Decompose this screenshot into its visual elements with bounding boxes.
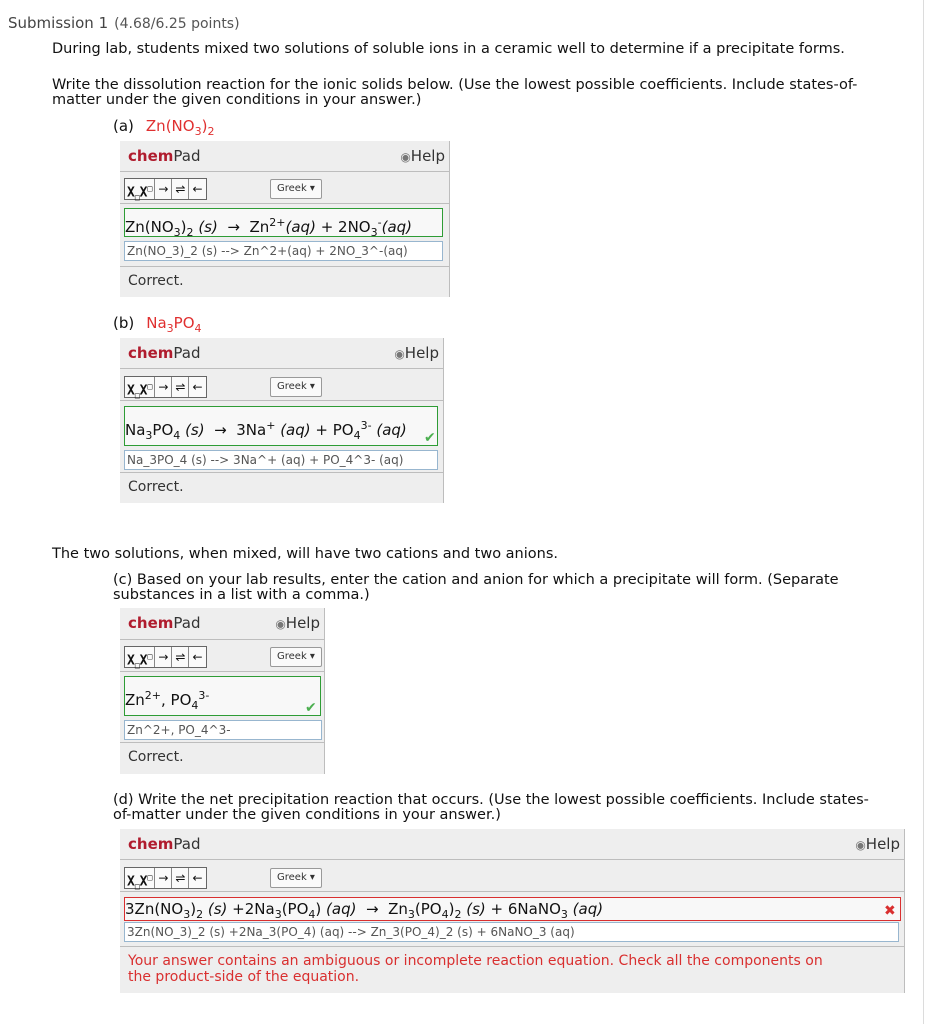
part-a-letter: (a) <box>113 117 134 135</box>
divider <box>120 859 904 860</box>
incorrect-x-icon: ✖ <box>884 903 896 919</box>
chempad-pad-word: Pad <box>173 835 201 853</box>
instructions-line-1: Write the dissolution reaction for the ionic solids below. (Use the lowest possible coefficients. Include states-of- <box>52 77 858 93</box>
help-button[interactable] <box>394 344 439 362</box>
chempad-pad-word: Pad <box>173 147 201 165</box>
divider <box>120 266 449 267</box>
submission-header <box>8 14 240 32</box>
help-icon: ◉ <box>855 838 866 852</box>
part-b-label <box>113 314 202 335</box>
correct-check-icon: ✔ <box>305 700 317 716</box>
arrow-button[interactable]: → <box>155 647 172 667</box>
help-label: Help <box>285 614 320 632</box>
chempad-brand: chem <box>128 147 174 165</box>
chempad-toolbar <box>124 376 207 398</box>
greek-dropdown[interactable]: Greek ▾ <box>270 179 322 199</box>
equation-display-c: $Zn^{2+}$, $PO_4^{3-}$ <box>124 676 321 716</box>
chempad-b-title <box>128 344 200 362</box>
chempad-toolbar <box>124 867 207 889</box>
arrow-button[interactable]: → <box>155 377 172 397</box>
status-correct-c: Correct. <box>128 749 184 765</box>
status-correct-b: Correct. <box>128 479 184 495</box>
chempad-brand: chem <box>128 835 174 853</box>
help-button[interactable] <box>400 147 445 165</box>
divider <box>120 368 443 369</box>
part-c-line-2: substances in a list with a comma.) <box>113 587 370 603</box>
chempad-toolbar <box>124 646 207 668</box>
equation-display-d: $3Zn(NO_3)_2$ $(s) +2Na_3(PO_4) (aq) \to Zn_3(PO_4)_2$ (s) + 6NaNO$_3$ (aq) <box>124 897 901 921</box>
help-button[interactable] <box>275 614 320 632</box>
equilibrium-button[interactable]: ⇌ <box>172 377 189 397</box>
divider <box>120 891 904 892</box>
greek-dropdown[interactable]: Greek ▾ <box>270 647 322 667</box>
back-arrow-button[interactable]: ← <box>192 871 203 885</box>
chempad-a <box>120 141 450 297</box>
submission-title: Submission 1 <box>8 14 109 32</box>
back-arrow-button[interactable]: ← <box>192 650 203 664</box>
answer-input-b[interactable]: Na_3PO_4 (s) --> 3Na^+ (aq) + PO_4^3- (aq) <box>124 450 438 470</box>
part-a-formula: $Zn(NO_3)_2$ <box>145 117 215 138</box>
intro-text: During lab, students mixed two solutions of soluble ions in a ceramic well to determine if a precipitate forms. <box>52 41 845 57</box>
divider <box>120 171 449 172</box>
help-icon: ◉ <box>275 617 286 631</box>
divider <box>120 946 904 947</box>
answer-input-d[interactable]: 3Zn(NO_3)_2 (s) +2Na_3(PO_4) (aq) --> Zn_3(PO_4)_2 (s) + 6NaNO_3 (aq) <box>124 922 899 942</box>
chempad-d <box>120 829 905 993</box>
answer-input-c[interactable]: Zn^2+, PO_4^3- <box>124 720 322 740</box>
part-d-line-1: (d) Write the net precipitation reaction that occurs. (Use the lowest possible coefficients. Include states- <box>113 792 869 808</box>
part-c-line-1: (c) Based on your lab results, enter the cation and anion for which a precipitate will form. (Separate <box>113 572 839 588</box>
equation-display-a: $Zn(NO_3)_2$ $(s) \to Zn^{2+}(aq) + 2NO_3^-(aq)$ <box>124 208 443 237</box>
instructions-line-2: matter under the given conditions in your answer.) <box>52 92 422 108</box>
status-correct-a: Correct. <box>128 273 184 289</box>
part-d-line-2: of-matter under the given conditions in your answer.) <box>113 807 501 823</box>
chempad-c-title <box>128 614 200 632</box>
equilibrium-button[interactable]: ⇌ <box>172 647 189 667</box>
chempad-brand: chem <box>128 614 174 632</box>
help-icon: ◉ <box>394 347 405 361</box>
subscript-superscript-button[interactable]: $X_□X^□$ <box>125 647 155 667</box>
chempad-brand: chem <box>128 344 174 362</box>
subscript-superscript-button[interactable]: $X_□X^□$ <box>125 868 155 888</box>
chempad-toolbar <box>124 178 207 200</box>
help-icon: ◉ <box>400 150 411 164</box>
equilibrium-button[interactable]: ⇌ <box>172 868 189 888</box>
chempad-b <box>120 338 444 503</box>
divider <box>120 742 324 743</box>
subscript-superscript-button[interactable]: $X_□X^□$ <box>125 377 155 397</box>
help-label: Help <box>410 147 445 165</box>
help-button[interactable] <box>855 835 900 853</box>
chempad-c <box>120 608 325 774</box>
divider <box>120 472 443 473</box>
submission-points: (4.68/6.25 points) <box>114 16 240 32</box>
subscript-superscript-button[interactable]: $X_□X^□$ <box>125 179 155 199</box>
divider <box>120 203 449 204</box>
back-arrow-button[interactable]: ← <box>192 380 203 394</box>
divider <box>120 639 324 640</box>
error-message-line-1: Your answer contains an ambiguous or incomplete reaction equation. Check all the components on <box>128 953 823 969</box>
correct-check-icon: ✔ <box>424 430 436 446</box>
equilibrium-button[interactable]: ⇌ <box>172 179 189 199</box>
part-b-formula: $Na_3PO_4$ <box>146 314 202 335</box>
answer-input-a[interactable]: Zn(NO_3)_2 (s) --> Zn^2+(aq) + 2NO_3^-(aq) <box>124 241 443 261</box>
chempad-pad-word: Pad <box>173 344 201 362</box>
equation-display-b: $Na_3PO_4$ (s) → 3Na+ $(aq) + PO_4^{3-}$ (aq) <box>124 406 438 446</box>
back-arrow-button[interactable]: ← <box>192 182 203 196</box>
chempad-a-title <box>128 147 200 165</box>
greek-dropdown[interactable]: Greek ▾ <box>270 868 322 888</box>
help-label: Help <box>865 835 900 853</box>
page-right-border <box>923 0 924 1024</box>
arrow-button[interactable]: → <box>155 179 172 199</box>
divider <box>120 671 324 672</box>
mix-text: The two solutions, when mixed, will have two cations and two anions. <box>52 546 558 562</box>
arrow-button[interactable]: → <box>155 868 172 888</box>
part-a-label <box>113 117 214 138</box>
help-label: Help <box>404 344 439 362</box>
divider <box>120 400 443 401</box>
part-b-letter: (b) <box>113 314 135 332</box>
error-message-line-2: the product-side of the equation. <box>128 969 360 985</box>
chempad-d-title <box>128 835 200 853</box>
greek-dropdown[interactable]: Greek ▾ <box>270 377 322 397</box>
chempad-pad-word: Pad <box>173 614 201 632</box>
